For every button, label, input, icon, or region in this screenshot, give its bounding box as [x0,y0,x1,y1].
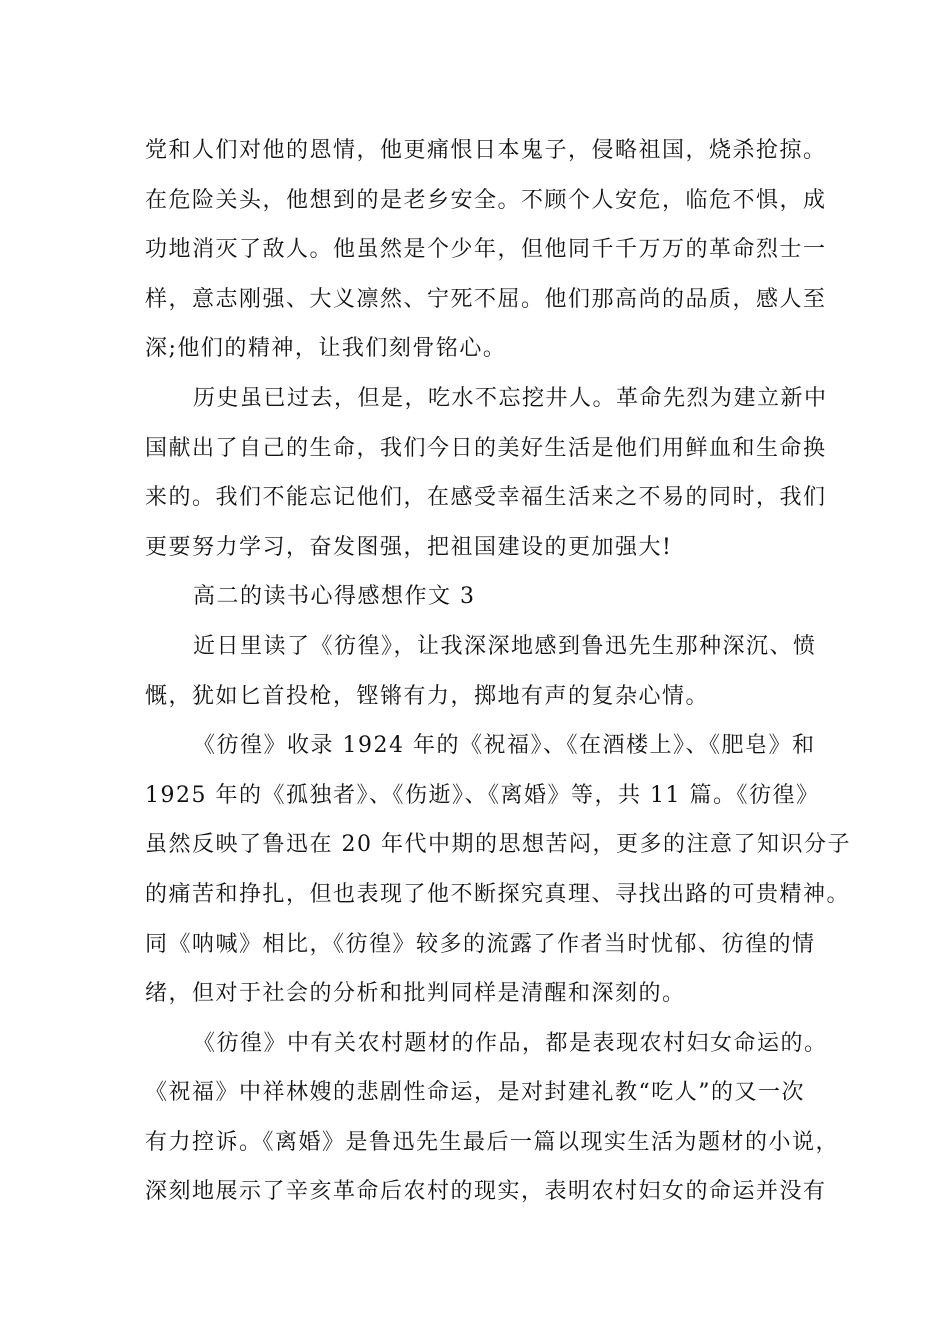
text-line: 《祝福》中祥林嫂的悲剧性命运，是对封建礼教“吃人”的又一次 [145,1080,805,1106]
text-line: 在危险关头，他想到的是老乡安全。不顾个人安危，临危不惧，成 [145,187,827,213]
text-line: 来的。我们不能忘记他们，在感受幸福生活来之不易的同时，我们 [145,485,827,511]
text-line: 同《呐喊》相比，《彷徨》较多的流露了作者当时忧郁、彷徨的情 [145,931,816,957]
text-line: 深刻地展示了辛亥革命后农村的现实，表明农村妇女的命运并没有 [145,1179,827,1205]
body-text [145,126,851,1217]
text-line: 功地消灭了敌人。他虽然是个少年，但他同千千万万的革命烈士一 [145,237,827,263]
text-line: 慨，犹如匕首投枪，铿锵有力，掷地有声的复杂心情。 [145,683,710,709]
text-line: 的痛苦和挣扎，但也表现了他不断探究真理、寻找出路的可贵精神。 [145,881,851,907]
text-line: 绪，但对于社会的分析和批判同样是清醒和深刻的。 [145,981,686,1007]
text-line: 样，意志刚强、大义凛然、宁死不屈。他们那高尚的品质，感人至 [145,286,827,312]
paragraph-start-line: 《彷徨》中有关农村题材的作品，都是表现农村妇女命运的。 [193,1030,828,1056]
text-line: 党和人们对他的恩情，他更痛恨日本鬼子，侵略祖国，烧杀抢掠。 [145,138,827,163]
text-line: 有力控诉。《离婚》是鲁迅先生最后一篇以现实生活为题材的小说， [145,1129,840,1155]
text-line: 更要努力学习，奋发图强，把祖国建设的更加强大! [145,534,673,560]
paragraph-start-line: 《彷徨》收录 1924 年的《祝福》、《在酒楼上》、《肥皂》和 [193,733,816,759]
section-heading: 高二的读书心得感想作文 3 [193,584,476,610]
text-line: 国献出了自己的生命，我们今日的美好生活是他们用鲜血和生命换 [145,435,827,461]
paragraph-start-line: 近日里读了《彷徨》，让我深深地感到鲁迅先生那种深沉、愤 [193,633,817,659]
text-line: 深;他们的精神，让我们刻骨铭心。 [145,336,507,362]
text-line: 1925 年的《孤独者》、《伤逝》、《离婚》等，共 11 篇。《彷徨》 [145,782,820,808]
paragraph-start-line: 历史虽已过去，但是，吃水不忘挖井人。革命先烈为建立新中 [193,385,828,411]
text-line: 虽然反映了鲁迅在 20 年代中期的思想苦闷，更多的注意了知识分子 [145,832,851,858]
